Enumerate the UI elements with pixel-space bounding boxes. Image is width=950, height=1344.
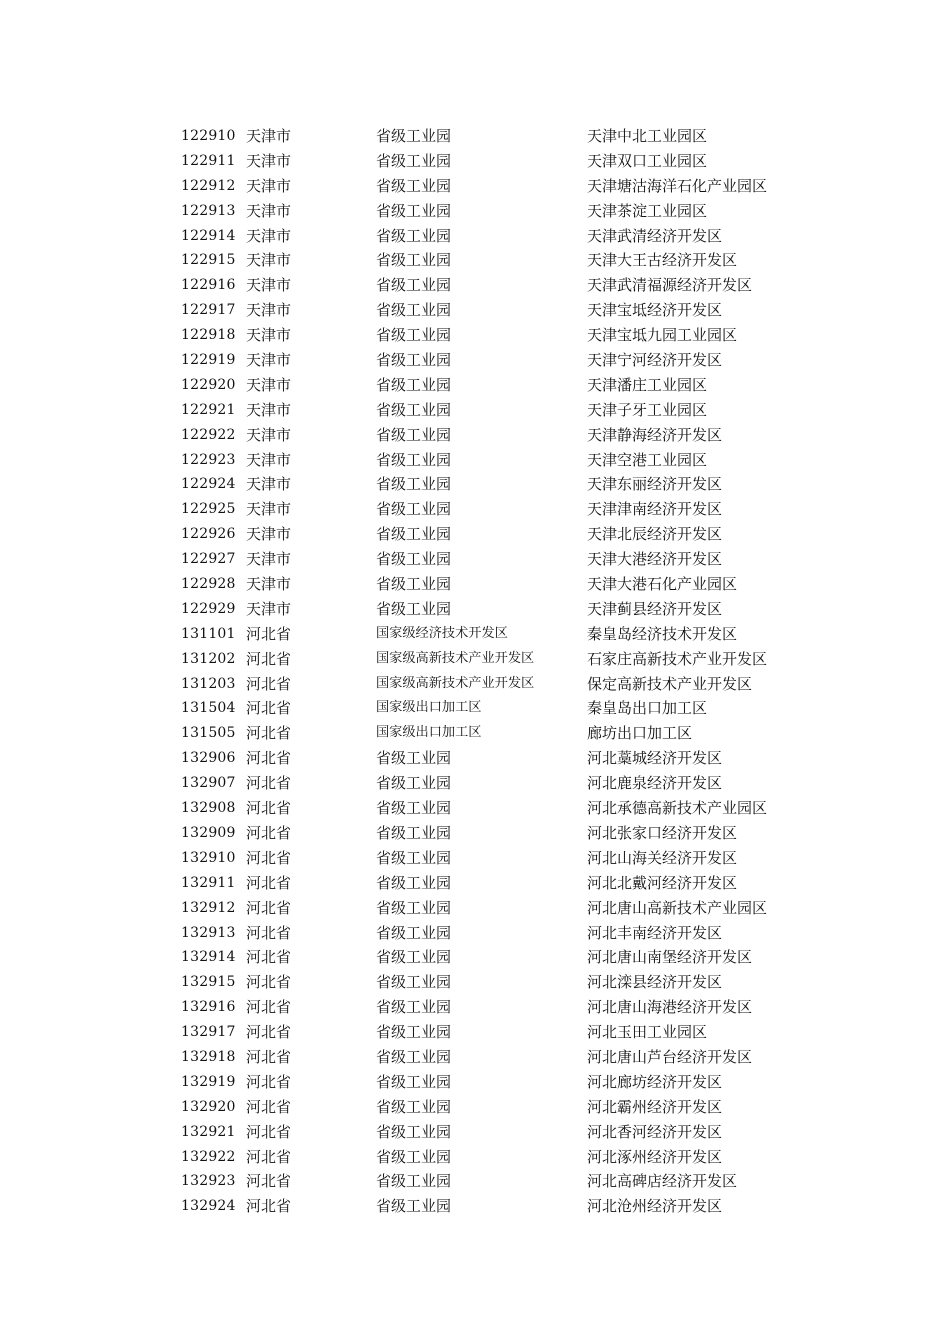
province-cell: 河北省 [246, 1047, 292, 1066]
zone-code-cell: 122929 [181, 600, 236, 617]
zone-type-cell: 省级工业园 [376, 201, 452, 220]
table-row [181, 821, 801, 846]
zone-type-cell: 省级工业园 [376, 823, 452, 842]
table-row [181, 995, 801, 1020]
zone-name-cell: 天津东丽经济开发区 [587, 475, 723, 494]
zone-code-cell: 131202 [181, 650, 236, 667]
zone-type-cell: 省级工业园 [376, 500, 452, 519]
zone-name-cell: 天津大港石化产业园区 [587, 575, 738, 594]
province-cell: 河北省 [246, 848, 292, 867]
zone-code-cell: 132910 [181, 849, 236, 866]
zone-code-cell: 122920 [181, 376, 236, 393]
zone-name-cell: 河北承德高新技术产业园区 [587, 799, 768, 818]
table-row [181, 373, 801, 398]
province-cell: 天津市 [246, 450, 292, 469]
zone-code-cell: 131101 [181, 625, 236, 642]
zone-code-cell: 132921 [181, 1123, 236, 1140]
zone-type-cell: 省级工业园 [376, 400, 452, 419]
zone-type-cell: 国家级出口加工区 [376, 725, 482, 741]
province-cell: 河北省 [246, 649, 292, 668]
province-cell: 天津市 [246, 127, 292, 145]
zone-code-cell: 122911 [181, 152, 236, 169]
province-cell: 天津市 [246, 475, 292, 494]
table-row [181, 224, 801, 249]
zone-name-cell: 河北沧州经济开发区 [587, 1197, 723, 1216]
zone-code-cell: 132915 [181, 974, 236, 991]
table-row [181, 1070, 801, 1095]
zone-code-cell: 132923 [181, 1173, 236, 1190]
province-cell: 天津市 [246, 599, 292, 618]
zone-type-cell: 国家级高新技术产业开发区 [376, 675, 535, 691]
zone-name-cell: 天津塘沽海洋石化产业园区 [587, 176, 768, 195]
zone-name-cell: 河北藁城经济开发区 [587, 749, 723, 768]
table-row [181, 1194, 801, 1219]
zone-code-cell: 132912 [181, 899, 236, 916]
zone-code-cell: 122915 [181, 252, 236, 269]
zone-name-cell: 天津茶淀工业园区 [587, 201, 708, 220]
table-row [181, 298, 801, 323]
zone-type-cell: 国家级高新技术产业开发区 [376, 650, 535, 666]
table-row [181, 199, 801, 224]
zone-name-cell: 天津蓟县经济开发区 [587, 599, 723, 618]
province-cell: 河北省 [246, 1023, 292, 1042]
zone-code-cell: 122925 [181, 501, 236, 518]
zone-type-cell: 省级工业园 [376, 599, 452, 618]
zone-name-cell: 河北唐山高新技术产业园区 [587, 898, 768, 917]
zone-name-cell: 天津静海经济开发区 [587, 425, 723, 444]
zone-name-cell: 河北北戴河经济开发区 [587, 873, 738, 892]
province-cell: 天津市 [246, 575, 292, 594]
province-cell: 天津市 [246, 201, 292, 220]
province-cell: 河北省 [246, 898, 292, 917]
province-cell: 河北省 [246, 948, 292, 967]
zone-type-cell: 省级工业园 [376, 1097, 452, 1116]
province-cell: 天津市 [246, 301, 292, 320]
province-cell: 天津市 [246, 550, 292, 569]
province-cell: 河北省 [246, 624, 292, 643]
zone-name-cell: 河北廊坊经济开发区 [587, 1072, 723, 1091]
zone-type-cell: 国家级经济技术开发区 [376, 625, 508, 641]
zone-name-cell: 石家庄高新技术产业开发区 [587, 649, 768, 668]
zone-name-cell: 天津武清经济开发区 [587, 226, 723, 245]
zone-type-cell: 省级工业园 [376, 176, 452, 195]
zone-code-cell: 132907 [181, 775, 236, 792]
zone-code-cell: 122913 [181, 202, 236, 219]
zone-type-cell: 省级工业园 [376, 127, 452, 145]
table-row [181, 1020, 801, 1045]
zone-name-cell: 河北唐山南堡经济开发区 [587, 948, 753, 967]
table-row [181, 174, 801, 199]
province-cell: 河北省 [246, 774, 292, 793]
zone-type-cell: 省级工业园 [376, 525, 452, 544]
table-row [181, 1169, 801, 1194]
zone-code-cell: 122926 [181, 526, 236, 543]
table-row [181, 149, 801, 174]
zone-name-cell: 天津大港经济开发区 [587, 550, 723, 569]
province-cell: 天津市 [246, 525, 292, 544]
zone-name-cell: 河北滦县经济开发区 [587, 973, 723, 992]
zone-name-cell: 天津武清福源经济开发区 [587, 276, 753, 295]
zone-type-cell: 省级工业园 [376, 251, 452, 270]
zone-code-cell: 122918 [181, 327, 236, 344]
zone-name-cell: 天津空港工业园区 [587, 450, 708, 469]
zone-code-cell: 122919 [181, 352, 236, 369]
zone-code-cell: 122910 [181, 128, 236, 144]
province-cell: 天津市 [246, 276, 292, 295]
zone-type-cell: 省级工业园 [376, 1147, 452, 1166]
zone-type-cell: 省级工业园 [376, 1072, 452, 1091]
table-row [181, 448, 801, 473]
zone-code-cell: 132914 [181, 949, 236, 966]
province-cell: 河北省 [246, 873, 292, 892]
zone-code-cell: 122922 [181, 426, 236, 443]
zone-type-cell: 省级工业园 [376, 375, 452, 394]
zone-type-cell: 省级工业园 [376, 450, 452, 469]
table-row [181, 522, 801, 547]
zone-name-cell: 天津北辰经济开发区 [587, 525, 723, 544]
zone-name-cell: 天津双口工业园区 [587, 151, 708, 170]
zone-name-cell: 河北高碑店经济开发区 [587, 1172, 738, 1191]
zone-type-cell: 省级工业园 [376, 475, 452, 494]
zone-code-cell: 132919 [181, 1073, 236, 1090]
zone-code-cell: 122923 [181, 451, 236, 468]
table-row [181, 423, 801, 448]
zone-code-cell: 132917 [181, 1024, 236, 1041]
zone-type-cell: 省级工业园 [376, 301, 452, 320]
zone-code-cell: 122912 [181, 177, 236, 194]
province-cell: 天津市 [246, 151, 292, 170]
zone-type-cell: 省级工业园 [376, 948, 452, 967]
zone-code-cell: 132920 [181, 1098, 236, 1115]
zone-name-cell: 天津津南经济开发区 [587, 500, 723, 519]
table-row [181, 1045, 801, 1070]
zone-name-cell: 天津大王古经济开发区 [587, 251, 738, 270]
zone-type-cell: 省级工业园 [376, 151, 452, 170]
table-row [181, 921, 801, 946]
zone-name-cell: 秦皇岛出口加工区 [587, 699, 708, 718]
zone-type-cell: 省级工业园 [376, 425, 452, 444]
province-cell: 天津市 [246, 500, 292, 519]
zone-code-cell: 132922 [181, 1148, 236, 1165]
province-cell: 天津市 [246, 326, 292, 345]
province-cell: 河北省 [246, 674, 292, 693]
zone-name-cell: 天津中北工业园区 [587, 127, 708, 145]
zone-name-cell: 天津宁河经济开发区 [587, 351, 723, 370]
zone-type-cell: 省级工业园 [376, 973, 452, 992]
province-cell: 河北省 [246, 1197, 292, 1216]
province-cell: 天津市 [246, 351, 292, 370]
zone-type-cell: 省级工业园 [376, 351, 452, 370]
zone-name-cell: 廊坊出口加工区 [587, 724, 693, 743]
province-cell: 天津市 [246, 251, 292, 270]
table-row [181, 647, 801, 672]
zone-code-cell: 132911 [181, 874, 236, 891]
table-row [181, 398, 801, 423]
zone-name-cell: 河北山海关经济开发区 [587, 848, 738, 867]
province-cell: 天津市 [246, 400, 292, 419]
province-cell: 河北省 [246, 1072, 292, 1091]
zone-type-cell: 省级工业园 [376, 575, 452, 594]
zone-code-cell: 132924 [181, 1198, 236, 1215]
province-cell: 天津市 [246, 226, 292, 245]
zone-type-cell: 省级工业园 [376, 550, 452, 569]
zone-name-cell: 河北唐山芦台经济开发区 [587, 1047, 753, 1066]
zone-type-cell: 省级工业园 [376, 1197, 452, 1216]
zone-code-cell: 132909 [181, 824, 236, 841]
zone-name-cell: 河北唐山海港经济开发区 [587, 998, 753, 1017]
table-row [181, 945, 801, 970]
zone-name-cell: 天津宝坻九园工业园区 [587, 326, 738, 345]
zone-code-cell: 131203 [181, 675, 236, 692]
table-row [181, 547, 801, 572]
zone-type-cell: 省级工业园 [376, 774, 452, 793]
zone-code-cell: 132913 [181, 924, 236, 941]
table-row [181, 871, 801, 896]
zone-code-cell: 132918 [181, 1048, 236, 1065]
province-cell: 河北省 [246, 823, 292, 842]
zone-type-cell: 国家级出口加工区 [376, 700, 482, 716]
zone-code-cell: 131505 [181, 725, 236, 742]
table-row [181, 970, 801, 995]
zone-code-cell: 132916 [181, 999, 236, 1016]
zone-name-cell: 河北涿州经济开发区 [587, 1147, 723, 1166]
zone-code-cell: 122914 [181, 227, 236, 244]
province-cell: 河北省 [246, 923, 292, 942]
province-cell: 河北省 [246, 998, 292, 1017]
zone-type-cell: 省级工业园 [376, 848, 452, 867]
table-row [181, 572, 801, 597]
zone-code-cell: 122917 [181, 302, 236, 319]
zone-type-cell: 省级工业园 [376, 998, 452, 1017]
table-row [181, 622, 801, 647]
zone-type-cell: 省级工业园 [376, 326, 452, 345]
zone-type-cell: 省级工业园 [376, 1047, 452, 1066]
zone-type-cell: 省级工业园 [376, 873, 452, 892]
zone-code-cell: 122928 [181, 576, 236, 593]
table-row [181, 896, 801, 921]
zone-type-cell: 省级工业园 [376, 749, 452, 768]
zone-name-cell: 秦皇岛经济技术开发区 [587, 624, 738, 643]
table-row [181, 696, 801, 721]
zone-name-cell: 天津子牙工业园区 [587, 400, 708, 419]
zone-name-cell: 河北霸州经济开发区 [587, 1097, 723, 1116]
zone-type-cell: 省级工业园 [376, 1023, 452, 1042]
zone-type-cell: 省级工业园 [376, 1122, 452, 1141]
province-cell: 河北省 [246, 799, 292, 818]
table-row [181, 124, 801, 149]
table-row [181, 273, 801, 298]
table-row [181, 348, 801, 373]
table-row [181, 323, 801, 348]
zone-code-cell: 122921 [181, 401, 236, 418]
table-row [181, 597, 801, 622]
table-row [181, 1145, 801, 1170]
province-cell: 河北省 [246, 1097, 292, 1116]
table-row [181, 672, 801, 697]
province-cell: 河北省 [246, 973, 292, 992]
zone-type-cell: 省级工业园 [376, 226, 452, 245]
table-row [181, 746, 801, 771]
zone-type-cell: 省级工业园 [376, 1172, 452, 1191]
zone-name-cell: 天津宝坻经济开发区 [587, 301, 723, 320]
zone-code-cell: 132908 [181, 800, 236, 817]
province-cell: 天津市 [246, 375, 292, 394]
zone-code-cell: 122924 [181, 476, 236, 493]
table-row [181, 1095, 801, 1120]
zone-name-cell: 河北鹿泉经济开发区 [587, 774, 723, 793]
table-row [181, 1120, 801, 1145]
province-cell: 河北省 [246, 749, 292, 768]
zone-name-cell: 河北香河经济开发区 [587, 1122, 723, 1141]
table-row [181, 497, 801, 522]
table-row [181, 472, 801, 497]
province-cell: 河北省 [246, 1172, 292, 1191]
zone-code-cell: 122927 [181, 551, 236, 568]
table-row [181, 771, 801, 796]
province-cell: 河北省 [246, 699, 292, 718]
zone-type-cell: 省级工业园 [376, 898, 452, 917]
zone-name-cell: 保定高新技术产业开发区 [587, 674, 753, 693]
zone-type-cell: 省级工业园 [376, 799, 452, 818]
province-cell: 天津市 [246, 176, 292, 195]
zone-name-cell: 天津潘庄工业园区 [587, 375, 708, 394]
province-cell: 河北省 [246, 724, 292, 743]
table-row [181, 846, 801, 871]
zone-name-cell: 河北丰南经济开发区 [587, 923, 723, 942]
province-cell: 河北省 [246, 1122, 292, 1141]
province-cell: 河北省 [246, 1147, 292, 1166]
table-row [181, 721, 801, 746]
zone-code-cell: 132906 [181, 750, 236, 767]
zone-name-cell: 河北玉田工业园区 [587, 1023, 708, 1042]
zone-code-cell: 122916 [181, 277, 236, 294]
zone-name-cell: 河北张家口经济开发区 [587, 823, 738, 842]
development-zone-table [181, 124, 801, 1219]
province-cell: 天津市 [246, 425, 292, 444]
table-row [181, 796, 801, 821]
zone-type-cell: 省级工业园 [376, 276, 452, 295]
zone-code-cell: 131504 [181, 700, 236, 717]
zone-type-cell: 省级工业园 [376, 923, 452, 942]
table-row [181, 248, 801, 273]
